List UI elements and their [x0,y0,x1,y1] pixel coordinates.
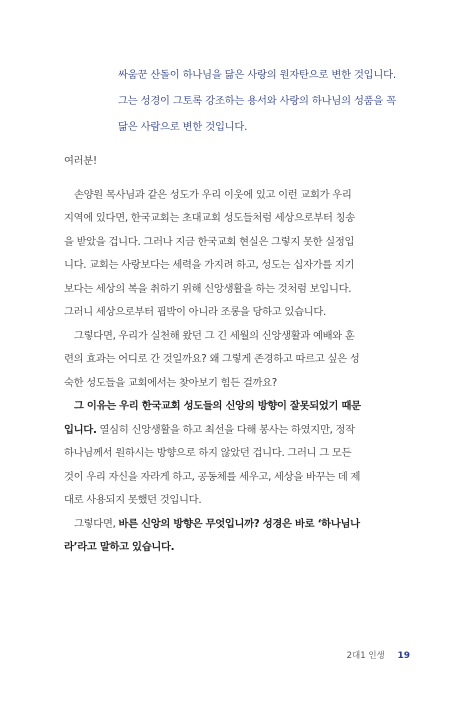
paragraph-line: 그렇다면, 우리가 실천해 왔던 그 긴 세월의 신앙생활과 예배와 훈 [74,329,355,342]
highlighted-quote [118,62,408,140]
emphasis-text: 입니다. [64,423,97,436]
quote-line: 닮은 사람으로 변한 것입니다. [118,121,248,133]
paragraph-line: 니다. 교회는 사랑보다는 세력을 가지려 하고, 성도는 십자가를 지기 [64,259,355,271]
paragraph-line: 그러니 세상으로부터 핍박이 아니라 조롱을 당하고 있습니다. [64,306,326,318]
plain-text: 그렇다면, [74,517,119,530]
paragraph-line [64,513,408,537]
running-title: 2대1 인생 [346,651,385,661]
emphasis-text: 바른 신앙의 방향은 무엇입니까? 성경은 바로 ‘하나님나 [118,517,360,530]
paragraph-line: 을 받았을 겁니다. 그러나 지금 한국교회 현실은 그렇지 못한 실정입 [64,235,355,248]
paragraph-line: 것이 우리 자신을 자라게 하고, 공동체를 세우고, 세상을 바꾸는 데 제 [64,470,361,483]
quote-line: 싸움꾼 산돌이 하나님을 닮은 사랑의 원자탄으로 변한 것입니다. [118,69,396,81]
paragraph-line: 대로 사용되지 못했던 것입니다. [64,494,202,506]
paragraph-line: 손양원 목사님과 같은 성도가 우리 이웃에 있고 이런 교회가 우리 [74,188,352,201]
emphasis-line: 그 이유는 우리 한국교회 성도들의 신앙의 방향이 잘못되었기 때문 [74,400,361,412]
paragraph-line: 지역에 있다면, 한국교회는 초대교회 성도들처럼 세상으로부터 칭송 [64,212,355,224]
quote-line: 그는 성경이 그토록 강조하는 용서와 사랑의 하나님의 성품을 꼭 [118,95,396,107]
paragraph-line [64,419,408,443]
emphasis-line: 라’라고 말하고 있습니다. [64,541,175,553]
greeting: 여러분! [64,155,97,167]
paragraph-line: 하나님께서 원하시는 방향으로 하지 않았던 겁니다. 그러니 그 모든 [64,447,352,459]
plain-text: 열심히 신앙생활을 하고 최선을 다해 봉사는 하였지만, 정작 [96,423,355,436]
body-text [64,150,408,560]
paragraph-line: 련의 효과는 어디로 간 것일까요? 왜 그렇게 존경하고 따르고 싶은 성 [64,353,360,365]
page-number: 19 [397,651,410,661]
paragraph-line: 보다는 세상의 복을 취하기 위해 신앙생활을 하는 것처럼 보입니다. [64,282,352,295]
page-footer [347,649,410,661]
paragraph-line: 숙한 성도들을 교회에서는 찾아보기 힘든 걸까요? [64,376,277,389]
